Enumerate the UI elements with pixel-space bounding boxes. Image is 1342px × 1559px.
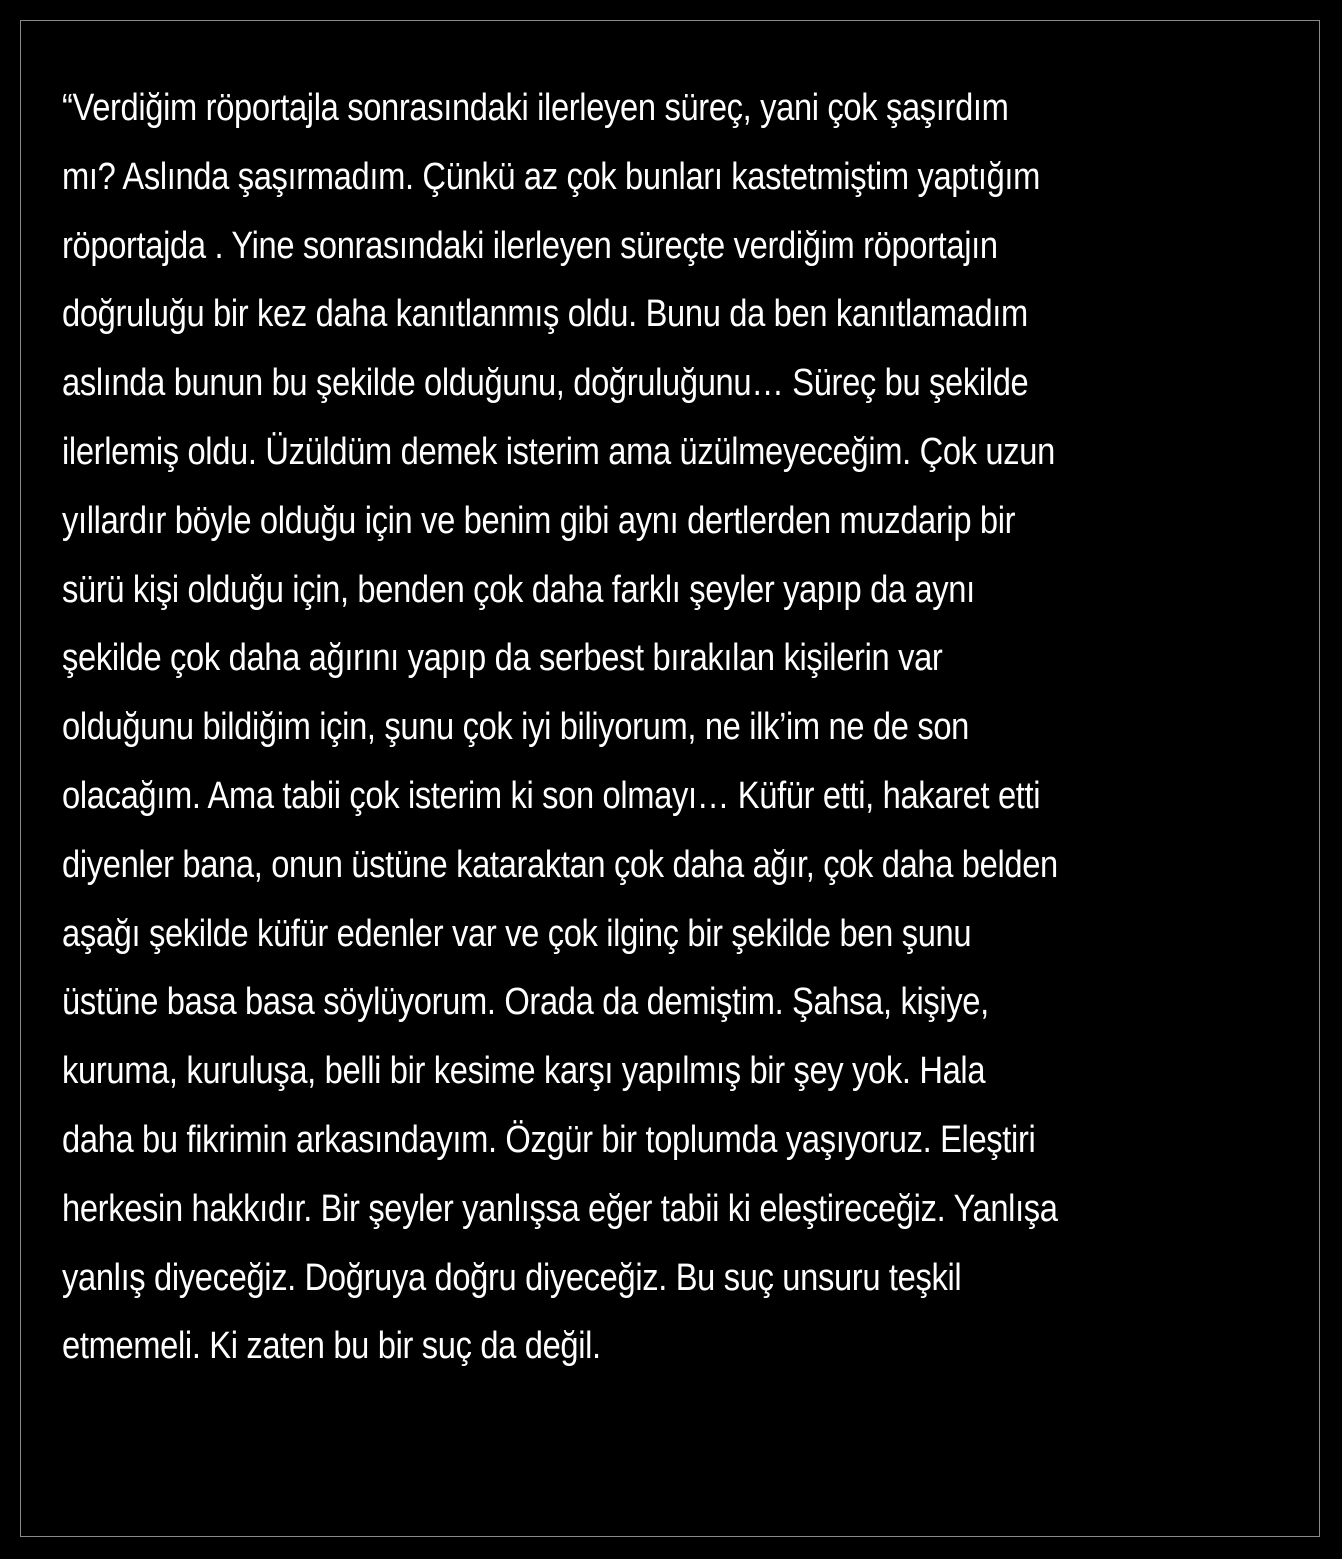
quote-line: olacağım. Ama tabii çok isterim ki son olmayı… Küfür etti, hakaret etti	[62, 774, 1041, 817]
quote-text-block	[62, 74, 1292, 1381]
quote-line: ilerlemiş oldu. Üzüldüm demek isterim ama üzülmeyeceğim. Çok uzun	[62, 430, 1055, 473]
quote-line: aşağı şekilde küfür edenler var ve çok ilginç bir şekilde ben şunu	[62, 912, 972, 955]
quote-line: üstüne basa basa söylüyorum. Orada da demiştim. Şahsa, kişiye,	[62, 981, 989, 1024]
quote-line: olduğunu bildiğim için, şunu çok iyi biliyorum, ne ilk’im ne de son	[62, 706, 969, 749]
quote-line: diyenler bana, onun üstüne kataraktan çok daha ağır, çok daha belden	[62, 843, 1058, 886]
quote-line: aslında bunun bu şekilde olduğunu, doğruluğunu… Süreç bu şekilde	[62, 362, 1029, 405]
quote-line: doğruluğu bir kez daha kanıtlanmış oldu. Bunu da ben kanıtlamadım	[62, 293, 1028, 336]
quote-line: yıllardır böyle olduğu için ve benim gibi aynı dertlerden muzdarip bir	[62, 499, 1016, 542]
quote-line: sürü kişi olduğu için, benden çok daha farklı şeyler yapıp da aynı	[62, 568, 975, 611]
quote-line: “Verdiğim röportajla sonrasındaki ilerleyen süreç, yani çok şaşırdım	[62, 87, 1009, 129]
quote-line: daha bu fikrimin arkasındayım. Özgür bir toplumda yaşıyoruz. Eleştiri	[62, 1118, 1036, 1161]
quote-line: etmemeli. Ki zaten bu bir suç da değil.	[62, 1325, 601, 1368]
quote-line: mı? Aslında şaşırmadım. Çünkü az çok bunları kastetmiştim yaptığım	[62, 155, 1041, 198]
quote-line: herkesin hakkıdır. Bir şeyler yanlışsa eğer tabii ki eleştireceğiz. Yanlışa	[62, 1187, 1058, 1230]
quote-line: yanlış diyeceğiz. Doğruya doğru diyeceğiz. Bu suç unsuru teşkil	[62, 1256, 962, 1299]
quote-line: kuruma, kuruluşa, belli bir kesime karşı yapılmış bir şey yok. Hala	[62, 1050, 986, 1093]
quote-line: şekilde çok daha ağırını yapıp da serbest bırakılan kişilerin var	[62, 637, 943, 680]
quote-line: röportajda . Yine sonrasındaki ilerleyen süreçte verdiğim röportajın	[62, 224, 998, 267]
